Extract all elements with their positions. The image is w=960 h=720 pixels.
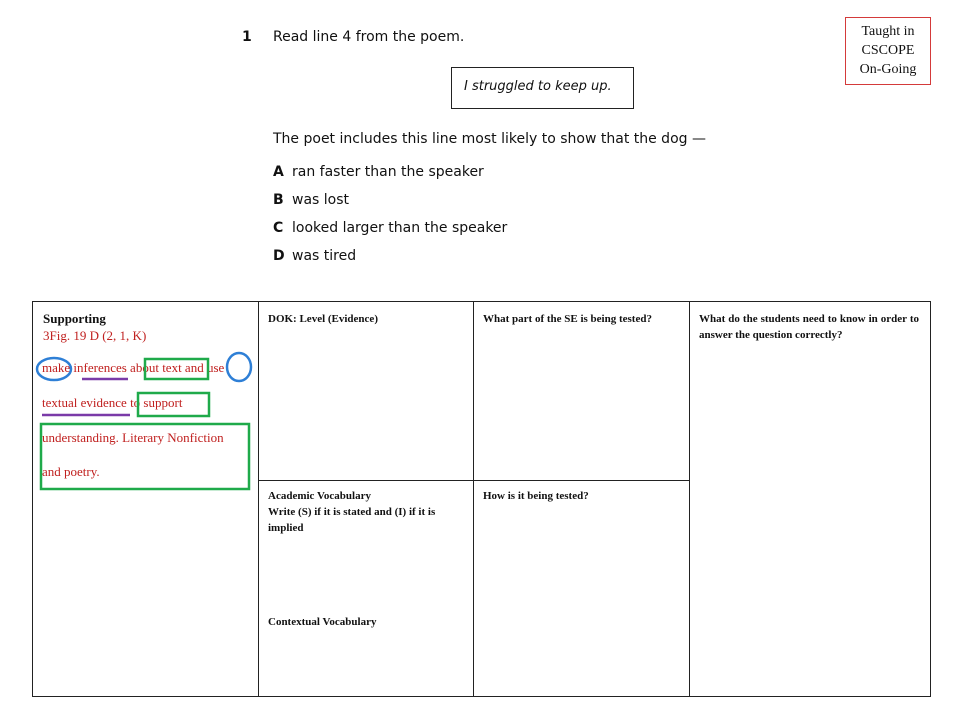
choice-letter: D [273,248,285,264]
table-divider [473,302,474,696]
se-line: make inferences about text and use [42,360,225,375]
academic-vocab-note: Write (S) if it is stated and (I) if it is implied [268,506,436,534]
table-divider [258,480,690,481]
question-stem: The poet includes this line most likely to show that the dog — [273,131,706,147]
se-line: understanding. Literary Nonfiction [42,430,224,445]
se-line: textual evidence to support [42,395,183,410]
table-divider [689,302,690,696]
taught-line-2: CSCOPE [861,43,915,58]
choice-letter: C [273,220,284,236]
taught-line-3: On-Going [859,62,917,77]
choice-d[interactable] [273,248,356,264]
choice-text: was lost [292,192,350,208]
contextual-vocab-label: Contextual Vocabulary [268,616,377,628]
quote-box [451,67,634,109]
green-box-mark [41,424,249,489]
se-code: 3Fig. 19 D (2, 1, K) [43,328,147,343]
dok-label: DOK: Level (Evidence) [268,313,378,325]
green-box-mark [145,359,208,379]
analysis-table [32,301,931,697]
choice-text: ran faster than the speaker [292,164,484,180]
quote-text: I struggled to keep up. [464,79,612,94]
how-tested-label: How is it being tested? [483,490,589,502]
choice-a[interactable] [273,164,484,180]
annotation-marks [33,302,263,502]
supporting-title: Supporting [43,311,106,326]
blue-circle-mark [37,358,71,380]
academic-vocab-label: Academic Vocabulary [268,490,371,502]
choice-letter: A [273,164,284,180]
se-tested-label: What part of the SE is being tested? [483,313,652,325]
choice-c[interactable] [273,220,507,236]
taught-line-1: Taught in [861,24,915,39]
blue-circle-mark [227,353,251,381]
choice-b[interactable] [273,192,349,208]
students-need-label: What do the students need to know in order to answer the question correctly? [699,313,919,341]
se-line: and poetry. [42,464,100,479]
question-prompt: Read line 4 from the poem. [273,29,465,45]
taught-in-box [845,17,931,85]
choice-text: was tired [292,248,357,264]
green-box-mark [138,393,209,416]
choice-letter: B [273,192,284,208]
choice-text: looked larger than the speaker [292,220,508,236]
question-number: 1 [242,29,252,45]
